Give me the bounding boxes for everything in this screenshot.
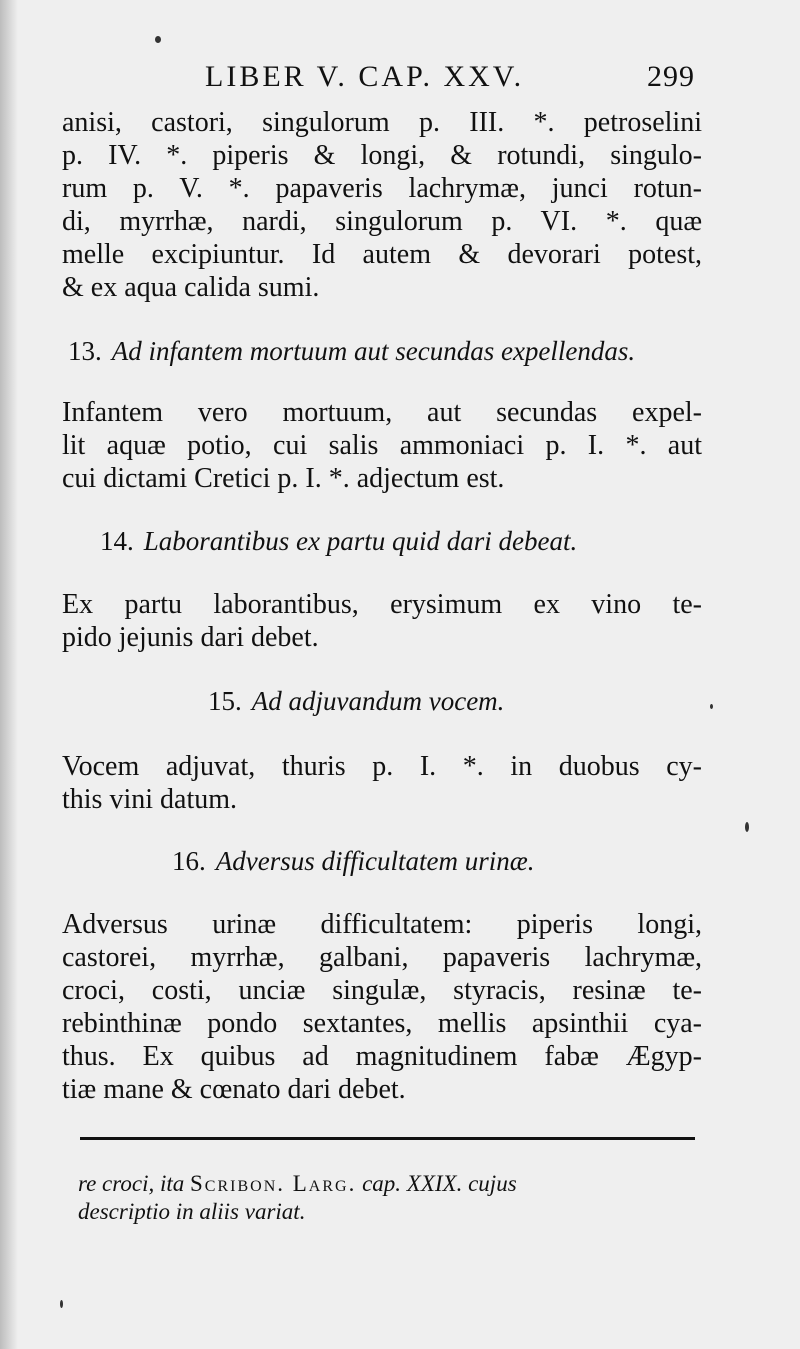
section-16-body [62, 908, 702, 1106]
text-line: tiæ mane & cœnato dari debet. [62, 1074, 406, 1105]
section-heading-15 [208, 686, 504, 717]
section-number: 15. [208, 686, 242, 716]
section-number: 14. [100, 526, 134, 556]
paragraph-continuation [62, 106, 702, 304]
text-line: thus. Ex quibus ad magnitudinem fabæ Ægyp- [62, 1041, 702, 1072]
text-line: Ex partu laborantibus, erysimum ex vino te- [62, 589, 702, 620]
section-number: 16. [172, 846, 206, 876]
text-line: Infantem vero mortuum, aut secundas expel- [62, 397, 702, 428]
ink-speck [155, 36, 161, 43]
text-line: castorei, myrrhæ, galbani, papaveris lachrymæ, [62, 942, 702, 973]
section-14-body [62, 588, 702, 654]
text-line: pido jejunis dari debet. [62, 622, 319, 653]
section-title: Adversus difficultatem urinæ. [215, 846, 535, 876]
page-number: 299 [647, 60, 695, 93]
ink-speck [710, 704, 713, 709]
text-line: Adversus urinæ difficultatem: piperis longi, [62, 909, 702, 940]
section-15-body [62, 750, 702, 816]
section-heading-16 [172, 846, 534, 877]
section-number: 13. [68, 336, 102, 366]
text-line: p. IV. *. piperis & longi, & rotundi, singulo- [62, 140, 702, 171]
text-line: melle excipiuntur. Id autem & devorari potest, [62, 239, 702, 270]
text-line: croci, costi, unciæ singulæ, styracis, resinæ te- [62, 975, 702, 1006]
ink-speck [60, 1300, 63, 1308]
text-line: & ex aqua calida sumi. [62, 272, 320, 303]
page-edge-shadow [0, 0, 18, 1349]
running-head-title: LIBER V. CAP. XXV. [205, 60, 525, 93]
footnote [78, 1170, 708, 1226]
section-title: Ad adjuvandum vocem. [251, 686, 505, 716]
section-heading-14 [100, 526, 577, 557]
footnote-line: re croci, ita Scribon. Larg. cap. XXIX. cujus [78, 1171, 517, 1196]
footnote-rule [80, 1137, 695, 1140]
section-heading-13 [68, 336, 635, 367]
text-line: anisi, castori, singulorum p. III. *. petroselini [62, 107, 702, 138]
text-line: rebinthinæ pondo sextantes, mellis apsinthii cya- [62, 1008, 702, 1039]
ink-speck [745, 822, 749, 832]
text-line: rum p. V. *. papaveris lachrymæ, junci rotun- [62, 173, 702, 204]
footnote-line: descriptio in aliis variat. [78, 1199, 306, 1224]
section-title: Ad infantem mortuum aut secundas expellendas. [111, 336, 636, 366]
section-title: Laborantibus ex partu quid dari debeat. [143, 526, 578, 556]
running-head [205, 60, 695, 94]
section-13-body [62, 396, 702, 495]
text-line: di, myrrhæ, nardi, singulorum p. VI. *. quæ [62, 206, 702, 237]
text-line: cui dictami Cretici p. I. *. adjectum est. [62, 463, 505, 494]
text-line: this vini datum. [62, 784, 237, 815]
text-line: lit aquæ potio, cui salis ammoniaci p. I. *. aut [62, 430, 702, 461]
text-line: Vocem adjuvat, thuris p. I. *. in duobus cy- [62, 751, 702, 782]
